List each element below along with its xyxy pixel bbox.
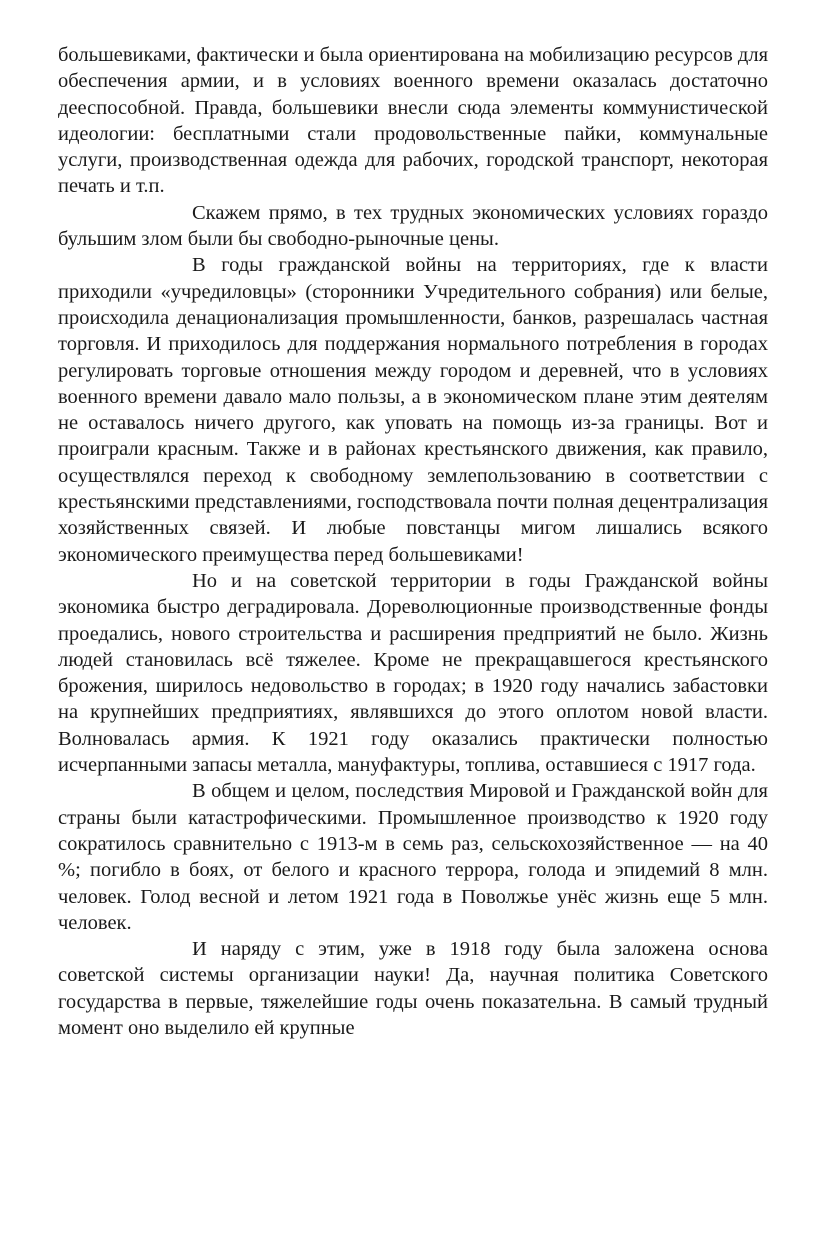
paragraph-1: большевиками, фактически и была ориентирована на мобилизацию ресурсов для обеспечения армии, и в условиях военного времени оказалась достаточно дееспособной. Правда, большевики внесли сюда элементы коммунистической идеологии: бесплатными стали продовольственные пайки, коммунальные услуги, производственная одежда для рабочих, городской транспорт, некоторая печать и т.п.: [58, 44, 768, 198]
paragraph-5: В общем и целом, последствия Мировой и Гражданской войн для страны были катастрофическими. Промышленное производство к 1920 году сократилось сравнительно с 1913-м в семь раз, сельскохозяйственное — на 40 %; погибло в боях, от белого и красного террора, голода и эпидемий 8 млн. человек. Голод весной и летом 1921 года в Поволжье унёс жизнь еще 5 млн. человек.: [58, 780, 768, 934]
paragraph-3: В годы гражданской войны на территориях, где к власти приходили «учредиловцы» (сторонники Учредительного собрания) или белые, происходила денационализация промышленности, банков, разрешалась частная торговля. И приходилось для поддержания нормального потребления в городах регулировать торговые отношения между городом и деревней, что в условиях военного времени давало мало пользы, а в экономическом плане этим деятелям не оставалось ничего другого, как уповать на помощь из-за границы. Вот и проиграли красным. Также и в районах крестьянского движения, как правило, осуществлялся переход к свободному землепользованию в соответствии с крестьянскими представлениями, господствовала почти полная децентрализация хозяйственных связей. И любые повстанцы мигом лишались всякого экономического преимущества перед большевиками!: [58, 254, 768, 566]
paragraph-4: Но и на советской территории в годы Гражданской войны экономика быстро деградировала. Дореволюционные производственные фонды проедались, нового строительства и расширения предприятий не было. Жизнь людей становилась всё тяжелее. Кроме не прекращавшегося крестьянского брожения, ширилось недовольство в городах; в 1920 году начались забастовки на крупнейших предприятиях, являвшихся до этого оплотом новой власти. Волновалась армия. К 1921 году оказались практически полностью исчерпанными запасы металла, мануфактуры, топлива, оставшиеся с 1917 года.: [58, 569, 768, 777]
paragraph-6: И наряду с этим, уже в 1918 году была заложена основа советской системы организации науки! Да, научная политика Советского государства в первые, тяжелейшие годы очень показательна. В самый трудный момент оно выделило ей крупные: [58, 938, 768, 1039]
paragraph-2: Скажем прямо, в тех трудных экономических условиях гораздо бульшим злом были бы свободно-рыночные цены.: [58, 201, 768, 251]
